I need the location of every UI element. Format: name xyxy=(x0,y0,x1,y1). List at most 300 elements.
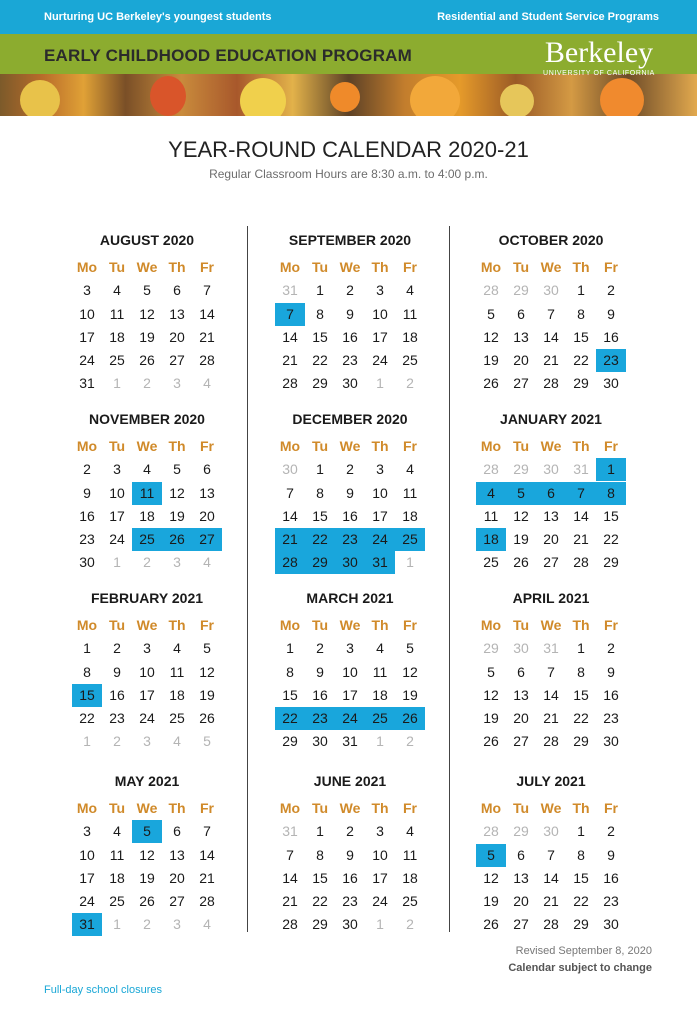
weekday-header: Tu xyxy=(512,800,530,816)
weekday-header: We xyxy=(540,259,562,275)
berkeley-logo xyxy=(539,38,659,80)
adjacent-month-day: 2 xyxy=(143,916,151,933)
day: 27 xyxy=(543,554,559,571)
week-row xyxy=(275,707,425,730)
top-bar xyxy=(0,0,697,34)
day: 3 xyxy=(376,282,384,299)
weekday-header: We xyxy=(540,617,562,633)
day: 26 xyxy=(513,554,529,571)
week-row xyxy=(275,661,425,684)
day: 19 xyxy=(139,328,155,345)
closure-day: 31 xyxy=(365,551,395,574)
month-name: JUNE 2021 xyxy=(313,773,387,789)
month-day-grid xyxy=(275,256,425,396)
day: 29 xyxy=(573,375,589,392)
week-row xyxy=(72,279,222,302)
day: 4 xyxy=(406,282,414,299)
day: 17 xyxy=(109,507,125,524)
day: 10 xyxy=(372,305,388,322)
day: 19 xyxy=(169,507,185,524)
day: 29 xyxy=(573,916,589,933)
week-row xyxy=(72,730,222,753)
week-row xyxy=(72,528,222,551)
day: 10 xyxy=(342,663,358,680)
day: 10 xyxy=(79,846,95,863)
day: 30 xyxy=(79,554,95,571)
week-row xyxy=(476,820,626,843)
adjacent-month-day: 1 xyxy=(376,375,384,392)
day: 1 xyxy=(577,282,585,299)
week-row xyxy=(72,482,222,505)
closure-day: 1 xyxy=(596,458,626,481)
closure-day: 22 xyxy=(305,528,335,551)
closure-day: 4 xyxy=(476,482,506,505)
day: 8 xyxy=(83,663,91,680)
day: 15 xyxy=(573,686,589,703)
day: 4 xyxy=(173,640,181,657)
day: 11 xyxy=(372,663,388,680)
week-row xyxy=(275,482,425,505)
day: 13 xyxy=(513,686,529,703)
weekday-header: Th xyxy=(572,617,590,633)
week-row xyxy=(476,528,626,551)
weekday-header-row xyxy=(275,435,425,458)
month-day-grid xyxy=(476,435,626,575)
day: 13 xyxy=(513,328,529,345)
day: 30 xyxy=(603,733,619,750)
day: 25 xyxy=(109,352,125,369)
week-row xyxy=(72,505,222,528)
day: 18 xyxy=(402,869,418,886)
day: 19 xyxy=(483,352,499,369)
weekday-header: Mo xyxy=(480,259,502,275)
day: 11 xyxy=(483,507,499,524)
closure-day: 7 xyxy=(275,303,305,326)
program-title: EARLY CHILDHOOD EDUCATION PROGRAM xyxy=(44,46,413,65)
day: 17 xyxy=(79,328,95,345)
adjacent-month-day: 2 xyxy=(406,375,414,392)
day: 28 xyxy=(282,916,298,933)
day: 27 xyxy=(513,916,529,933)
day: 16 xyxy=(79,507,95,524)
day: 2 xyxy=(346,282,354,299)
adjacent-month-day: 3 xyxy=(173,916,181,933)
weekday-header-row xyxy=(275,614,425,637)
day: 13 xyxy=(543,507,559,524)
day: 5 xyxy=(173,461,181,478)
calendar-title: YEAR-ROUND CALENDAR 2020-21 xyxy=(168,137,529,162)
adjacent-month-day: 29 xyxy=(513,461,529,478)
day: 11 xyxy=(402,846,418,863)
day: 14 xyxy=(573,507,589,524)
day: 7 xyxy=(203,823,211,840)
day: 24 xyxy=(139,710,155,727)
day: 22 xyxy=(312,352,328,369)
day: 24 xyxy=(79,352,95,369)
week-row xyxy=(476,372,626,395)
week-row xyxy=(275,528,425,551)
week-row xyxy=(72,867,222,890)
weekday-header: Mo xyxy=(279,438,301,454)
week-row xyxy=(275,820,425,843)
closure-day: 23 xyxy=(335,528,365,551)
logo-subtitle: UNIVERSITY OF CALIFORNIA xyxy=(543,70,655,77)
day: 14 xyxy=(543,686,559,703)
day: 17 xyxy=(372,328,388,345)
day: 11 xyxy=(402,305,418,322)
day: 13 xyxy=(513,869,529,886)
day: 11 xyxy=(109,305,125,322)
adjacent-month-day: 30 xyxy=(543,461,559,478)
day: 23 xyxy=(603,710,619,727)
adjacent-month-day: 28 xyxy=(483,461,499,478)
day: 21 xyxy=(199,328,215,345)
week-row xyxy=(476,482,626,505)
day: 1 xyxy=(286,640,294,657)
day: 12 xyxy=(139,305,155,322)
week-row xyxy=(476,551,626,574)
day: 19 xyxy=(199,686,215,703)
weekday-header: Fr xyxy=(604,617,618,633)
day: 14 xyxy=(543,328,559,345)
weekday-header: Th xyxy=(572,800,590,816)
closure-day: 30 xyxy=(335,551,365,574)
day: 6 xyxy=(517,846,525,863)
closure-day: 24 xyxy=(335,707,365,730)
day: 15 xyxy=(312,869,328,886)
day: 8 xyxy=(316,846,324,863)
day: 27 xyxy=(169,893,185,910)
day: 4 xyxy=(406,823,414,840)
day: 16 xyxy=(603,328,619,345)
week-row xyxy=(275,458,425,481)
day: 8 xyxy=(286,663,294,680)
adjacent-month-day: 28 xyxy=(483,823,499,840)
adjacent-month-day: 2 xyxy=(406,733,414,750)
weekday-header: Th xyxy=(168,800,186,816)
week-row xyxy=(72,844,222,867)
month-name: MARCH 2021 xyxy=(306,590,394,606)
day: 22 xyxy=(312,893,328,910)
day: 12 xyxy=(483,328,499,345)
weekday-header: Th xyxy=(572,259,590,275)
month-name: MAY 2021 xyxy=(114,773,180,789)
day: 28 xyxy=(199,893,215,910)
weekday-header-row xyxy=(476,614,626,637)
day: 9 xyxy=(607,846,615,863)
day: 13 xyxy=(169,305,185,322)
month-name: JANUARY 2021 xyxy=(500,411,602,427)
week-row xyxy=(72,684,222,707)
day: 23 xyxy=(342,893,358,910)
weekday-header: Tu xyxy=(108,438,126,454)
day: 8 xyxy=(577,305,585,322)
day: 4 xyxy=(143,461,151,478)
weekday-header: Tu xyxy=(311,438,329,454)
week-row xyxy=(275,867,425,890)
month-name: SEPTEMBER 2020 xyxy=(288,232,412,248)
week-row xyxy=(72,372,222,395)
day: 27 xyxy=(513,375,529,392)
week-row xyxy=(72,551,222,574)
weekday-header: Mo xyxy=(76,438,98,454)
weekday-header: We xyxy=(136,438,158,454)
weekday-header: We xyxy=(136,617,158,633)
week-row xyxy=(476,505,626,528)
day: 10 xyxy=(139,663,155,680)
day: 8 xyxy=(316,484,324,501)
weekday-header: Mo xyxy=(279,259,301,275)
day: 20 xyxy=(513,352,529,369)
day: 8 xyxy=(577,846,585,863)
closure-day: 18 xyxy=(476,528,506,551)
adjacent-month-day: 2 xyxy=(143,554,151,571)
adjacent-month-day: 29 xyxy=(513,282,529,299)
day: 21 xyxy=(282,352,298,369)
week-row xyxy=(476,326,626,349)
adjacent-month-day: 5 xyxy=(203,733,211,750)
day: 16 xyxy=(603,686,619,703)
day: 10 xyxy=(79,305,95,322)
day: 7 xyxy=(203,282,211,299)
month-day-grid xyxy=(476,256,626,396)
week-row xyxy=(476,458,626,481)
day: 31 xyxy=(79,375,95,392)
day: 13 xyxy=(199,484,215,501)
day: 21 xyxy=(543,893,559,910)
day: 25 xyxy=(169,710,185,727)
day: 12 xyxy=(402,663,418,680)
adjacent-month-day: 2 xyxy=(143,375,151,392)
day: 17 xyxy=(79,869,95,886)
day: 18 xyxy=(169,686,185,703)
adjacent-month-day: 30 xyxy=(282,461,298,478)
day: 6 xyxy=(173,282,181,299)
weekday-header: Mo xyxy=(279,617,301,633)
day: 3 xyxy=(113,461,121,478)
day: 14 xyxy=(282,869,298,886)
classroom-hours: Regular Classroom Hours are 8:30 a.m. to 4:00 p.m. xyxy=(209,167,488,181)
day: 3 xyxy=(83,823,91,840)
day: 12 xyxy=(199,663,215,680)
day: 27 xyxy=(513,733,529,750)
day: 5 xyxy=(487,305,495,322)
day: 16 xyxy=(342,328,358,345)
weekday-header: We xyxy=(540,800,562,816)
week-row xyxy=(476,913,626,936)
day: 17 xyxy=(372,869,388,886)
month-day-grid xyxy=(72,256,222,396)
weekday-header: Fr xyxy=(200,259,214,275)
day: 22 xyxy=(573,893,589,910)
day: 16 xyxy=(312,686,328,703)
week-row xyxy=(275,279,425,302)
day: 28 xyxy=(543,375,559,392)
day: 5 xyxy=(143,282,151,299)
day: 5 xyxy=(203,640,211,657)
day: 23 xyxy=(79,531,95,548)
weekday-header: We xyxy=(339,438,361,454)
day: 22 xyxy=(603,531,619,548)
week-row xyxy=(72,661,222,684)
day: 30 xyxy=(312,733,328,750)
day: 3 xyxy=(83,282,91,299)
day: 2 xyxy=(607,640,615,657)
day: 21 xyxy=(543,352,559,369)
week-row xyxy=(275,637,425,660)
day: 9 xyxy=(607,305,615,322)
week-row xyxy=(476,279,626,302)
day: 20 xyxy=(513,893,529,910)
subject-to-change-note: Calendar subject to change xyxy=(508,962,652,974)
day: 19 xyxy=(139,869,155,886)
day: 22 xyxy=(79,710,95,727)
weekday-header: Tu xyxy=(311,259,329,275)
closure-day: 11 xyxy=(132,482,162,505)
weekday-header: Mo xyxy=(480,800,502,816)
month-day-grid xyxy=(476,797,626,937)
day: 31 xyxy=(342,733,358,750)
weekday-header: Th xyxy=(371,617,389,633)
closure-day: 23 xyxy=(596,349,626,372)
day: 19 xyxy=(483,710,499,727)
week-row xyxy=(275,890,425,913)
day: 21 xyxy=(543,710,559,727)
day: 24 xyxy=(372,352,388,369)
day: 7 xyxy=(286,846,294,863)
week-row xyxy=(275,551,425,574)
weekday-header: We xyxy=(540,438,562,454)
day: 15 xyxy=(603,507,619,524)
day: 17 xyxy=(372,507,388,524)
month-day-grid xyxy=(275,614,425,754)
day: 30 xyxy=(342,375,358,392)
closure-day: 7 xyxy=(566,482,596,505)
day: 30 xyxy=(603,375,619,392)
day: 1 xyxy=(316,823,324,840)
month-day-grid xyxy=(72,797,222,937)
day: 4 xyxy=(406,461,414,478)
week-row xyxy=(72,303,222,326)
adjacent-month-day: 30 xyxy=(513,640,529,657)
weekday-header: Th xyxy=(371,259,389,275)
week-row xyxy=(72,890,222,913)
week-row xyxy=(476,637,626,660)
day: 5 xyxy=(406,640,414,657)
day: 15 xyxy=(312,328,328,345)
adjacent-month-day: 1 xyxy=(406,554,414,571)
day: 3 xyxy=(143,640,151,657)
day: 26 xyxy=(139,352,155,369)
day: 16 xyxy=(342,507,358,524)
day: 11 xyxy=(169,663,185,680)
adjacent-month-day: 1 xyxy=(113,554,121,571)
day: 27 xyxy=(169,352,185,369)
day: 14 xyxy=(543,869,559,886)
day: 16 xyxy=(603,869,619,886)
day: 19 xyxy=(513,531,529,548)
day: 9 xyxy=(316,663,324,680)
day: 28 xyxy=(282,375,298,392)
weekday-header: Fr xyxy=(403,259,417,275)
day: 2 xyxy=(316,640,324,657)
day: 21 xyxy=(573,531,589,548)
month-name: DECEMBER 2020 xyxy=(292,411,408,427)
adjacent-month-day: 29 xyxy=(513,823,529,840)
adjacent-month-day: 4 xyxy=(173,733,181,750)
day: 9 xyxy=(346,305,354,322)
adjacent-month-day: 1 xyxy=(83,733,91,750)
weekday-header: Tu xyxy=(108,259,126,275)
day: 23 xyxy=(603,893,619,910)
closure-day: 25 xyxy=(132,528,162,551)
closure-day: 29 xyxy=(305,551,335,574)
day: 4 xyxy=(376,640,384,657)
revised-date: Revised September 8, 2020 xyxy=(515,945,652,957)
day: 10 xyxy=(372,846,388,863)
weekday-header: Tu xyxy=(512,438,530,454)
day: 17 xyxy=(342,686,358,703)
week-row xyxy=(476,844,626,867)
week-row xyxy=(275,303,425,326)
day: 21 xyxy=(282,893,298,910)
month-day-grid xyxy=(476,614,626,754)
week-row xyxy=(476,349,626,372)
column-divider xyxy=(247,226,248,932)
day: 12 xyxy=(139,846,155,863)
adjacent-month-day: 1 xyxy=(113,375,121,392)
weekday-header-row xyxy=(72,435,222,458)
day: 7 xyxy=(286,484,294,501)
closure-day: 5 xyxy=(132,820,162,843)
day: 23 xyxy=(109,710,125,727)
weekday-header: Tu xyxy=(512,617,530,633)
day: 22 xyxy=(573,710,589,727)
day: 26 xyxy=(139,893,155,910)
month-day-grid xyxy=(72,614,222,754)
adjacent-month-day: 31 xyxy=(282,282,298,299)
day: 28 xyxy=(199,352,215,369)
day: 7 xyxy=(547,846,555,863)
week-row xyxy=(275,844,425,867)
week-row xyxy=(476,661,626,684)
day: 15 xyxy=(312,507,328,524)
adjacent-month-day: 1 xyxy=(113,916,121,933)
adjacent-month-day: 28 xyxy=(483,282,499,299)
day: 24 xyxy=(372,893,388,910)
day: 3 xyxy=(346,640,354,657)
day: 12 xyxy=(513,507,529,524)
closure-day: 8 xyxy=(596,482,626,505)
day: 22 xyxy=(573,352,589,369)
closure-day: 23 xyxy=(305,707,335,730)
month-name: JULY 2021 xyxy=(516,773,586,789)
day: 24 xyxy=(79,893,95,910)
day: 20 xyxy=(513,710,529,727)
adjacent-month-day: 2 xyxy=(113,733,121,750)
day: 29 xyxy=(603,554,619,571)
day: 5 xyxy=(487,663,495,680)
weekday-header: Th xyxy=(168,438,186,454)
weekday-header: Mo xyxy=(480,438,502,454)
day: 26 xyxy=(199,710,215,727)
weekday-header: Fr xyxy=(200,617,214,633)
week-row xyxy=(476,303,626,326)
weekday-header: Th xyxy=(168,259,186,275)
day: 2 xyxy=(113,640,121,657)
month-day-grid xyxy=(275,797,425,937)
month-name: NOVEMBER 2020 xyxy=(89,411,205,427)
